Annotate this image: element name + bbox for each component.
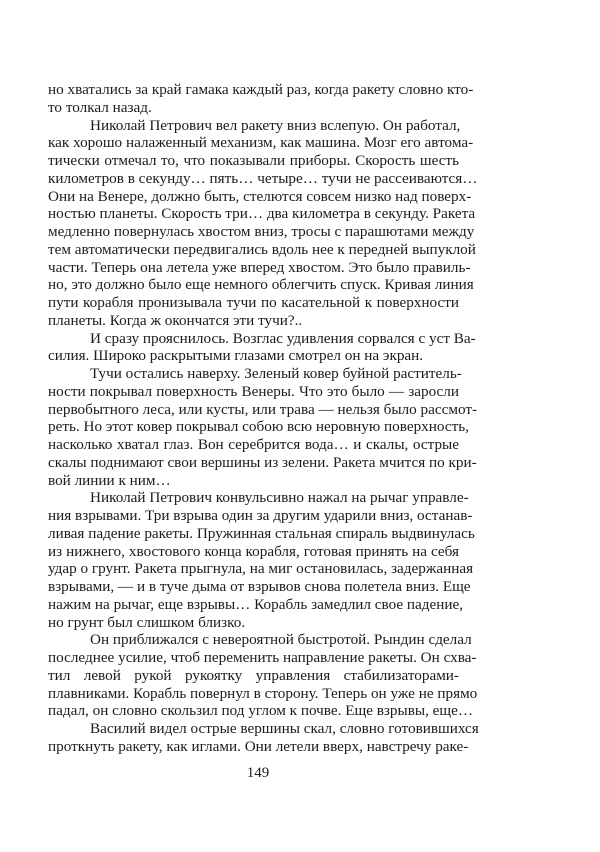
text-line: силия. Широко раскрытыми глазами смотрел он на экран. (48, 347, 424, 365)
text-line: Василий видел острые вершины скал, словно готовившихся (90, 720, 479, 737)
text-line: части. Теперь она летела уже вперед хвостом. Это было правиль- (48, 258, 471, 276)
text-line: ния взрывами. Три взрыва один за другим ударили вниз, останав- (48, 507, 473, 524)
text-line: тически отмечал то, что показывали приборы. Скорость шесть (48, 152, 459, 169)
text-line: из нижнего, хвостового конца корабля, готовая принять на себя (48, 542, 459, 560)
text-line: плавниками. Корабль повернул в сторону. Теперь он уже не прямо (48, 684, 478, 702)
text-line: проткнуть ракету, как иглами. Они летели вверх, навстречу раке- (48, 737, 469, 755)
text-line: планеты. Когда ж окончатся эти тучи?.. (48, 311, 303, 329)
text-line: взрывами, — и в туче дыма от взрывов снова полетела вниз. Еще (48, 578, 471, 595)
text-line: Николай Петрович конвульсивно нажал на рычаг управле- (90, 489, 469, 507)
text-line: И сразу прояснилось. Возглас удивления сорвался с уст Ва- (90, 329, 476, 347)
text-line: ностью планеты. Скорость три… два километра в секунду. Ракета (48, 205, 476, 223)
text-line: тил левой рукой рукоятку управления стабилизаторами- (48, 666, 459, 684)
text-line: последнее усилие, чтоб переменить направление ракеты. Он схва- (48, 649, 477, 666)
text-line: медленно повернулась хвостом вниз, тросы с парашютами между (48, 223, 475, 240)
text-line: первобытного леса, или кусты, или трава — нельзя было рассмот- (48, 400, 478, 418)
text-line: как хорошо налаженный механизм, как машина. Мозг его автома- (48, 134, 474, 152)
text-line: километров в секунду… пять… четыре… тучи не рассеиваются… (48, 169, 478, 187)
text-line: Он приближался с невероятной быстротой. Рындин сделал (90, 631, 472, 649)
text-line: но грунт был слишком близко. (48, 613, 246, 631)
page-body (48, 81, 479, 756)
text-line: вой линии к ним… (48, 471, 171, 489)
text-line: реть. Но этот ковер покрывал собою всю неровную поверхность, (48, 418, 469, 436)
page-number: 149 (246, 765, 270, 781)
text-line: Николай Петрович вел ракету вниз вслепую. Он работал, (90, 116, 461, 134)
text-line: Тучи остались наверху. Зеленый ковер буйной раститель- (90, 365, 462, 382)
text-line: ности покрывал поверхность Венеры. Что это было — заросли (48, 382, 459, 400)
text-line: ливая падение ракеты. Пружинная стальная спираль выдвинулась (48, 524, 475, 542)
text-line: то толкал назад. (48, 98, 152, 116)
text-line: но хватались за край гамака каждый раз, когда ракету словно кто- (48, 81, 474, 98)
text-line: пути корабля пронизывала тучи по касательной к поверхности (48, 294, 459, 311)
text-line: скалы поднимают свои вершины из зелени. Ракета мчится по кри- (48, 453, 477, 471)
text-line: Они на Венере, должно быть, стелются совсем низко над поверх- (48, 187, 472, 205)
text-line: но, это должно было еще немного облегчить спуск. Кривая линия (48, 276, 474, 294)
text-line: тем автоматически передвигались вдоль нее к передней выпуклой (48, 240, 476, 258)
text-line: нажим на рычаг, еще взрывы… Корабль замедлил свое падение, (48, 595, 464, 613)
text-line: удар о грунт. Ракета прыгнула, на миг остановилась, задержанная (48, 560, 474, 578)
text-line: насколько хватал глаз. Вон серебрится вода… и скалы, острые (48, 436, 459, 453)
text-line: падал, он словно скользил под углом к почве. Еще взрывы, еще… (48, 702, 474, 720)
